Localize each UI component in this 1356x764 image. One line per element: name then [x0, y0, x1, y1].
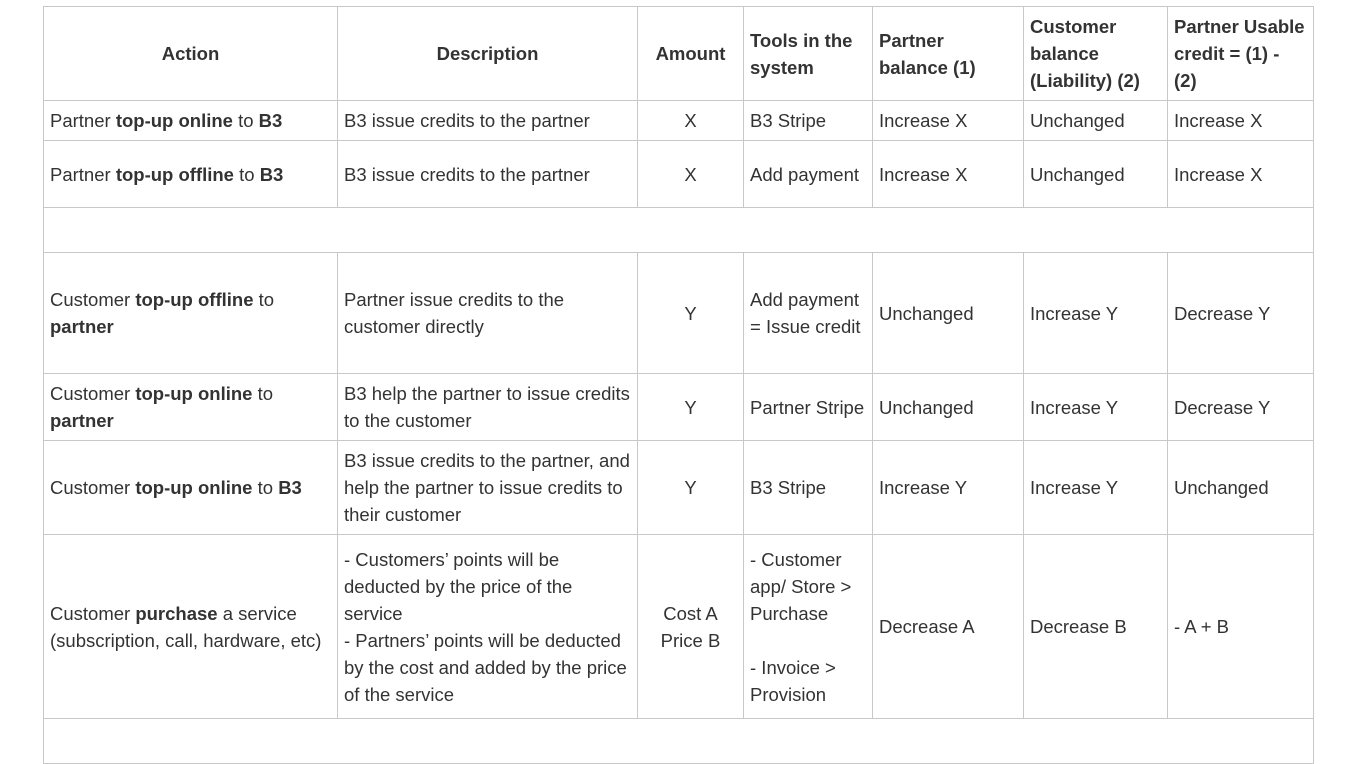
- header-action: Action: [44, 7, 338, 101]
- table-row: [44, 374, 1314, 441]
- customer-balance-cell: Unchanged: [1024, 141, 1168, 208]
- action-cell: Customer top-up online to partner: [44, 374, 338, 441]
- table-row: [44, 441, 1314, 535]
- header-description: Description: [338, 7, 638, 101]
- header-usable-credit: Partner Usable credit = (1) - (2): [1168, 7, 1314, 101]
- tools-cell: Partner Stripe: [744, 374, 873, 441]
- table-row: [44, 253, 1314, 374]
- description-cell: B3 help the partner to issue credits to the customer: [338, 374, 638, 441]
- amount-cell: X: [638, 101, 744, 141]
- header-row: [44, 7, 1314, 101]
- usable-credit-cell: Decrease Y: [1168, 253, 1314, 374]
- tools-cell: Add payment = Issue credit: [744, 253, 873, 374]
- spacer-row: [44, 719, 1314, 764]
- amount-cell: Y: [638, 441, 744, 535]
- empty-cell: [44, 208, 1314, 253]
- customer-balance-cell: Decrease B: [1024, 535, 1168, 719]
- partner-balance-cell: Increase Y: [873, 441, 1024, 535]
- amount-cell: X: [638, 141, 744, 208]
- description-cell: Partner issue credits to the customer directly: [338, 253, 638, 374]
- header-tools: Tools in the system: [744, 7, 873, 101]
- partner-balance-cell: Unchanged: [873, 253, 1024, 374]
- table-row: [44, 141, 1314, 208]
- amount-cell: Y: [638, 374, 744, 441]
- customer-balance-cell: Increase Y: [1024, 441, 1168, 535]
- usable-credit-cell: Increase X: [1168, 141, 1314, 208]
- description-cell: B3 issue credits to the partner, and help the partner to issue credits to their customer: [338, 441, 638, 535]
- customer-balance-cell: Unchanged: [1024, 101, 1168, 141]
- table-row: [44, 101, 1314, 141]
- action-cell: Partner top-up online to B3: [44, 101, 338, 141]
- header-partner-balance: Partner balance (1): [873, 7, 1024, 101]
- header-customer-balance: Customer balance (Liability) (2): [1024, 7, 1168, 101]
- tools-cell: - Customer app/ Store > Purchase - Invoice > Provision: [744, 535, 873, 719]
- partner-balance-cell: Decrease A: [873, 535, 1024, 719]
- usable-credit-cell: - A + B: [1168, 535, 1314, 719]
- amount-cell: Y: [638, 253, 744, 374]
- usable-credit-cell: Unchanged: [1168, 441, 1314, 535]
- action-cell: Partner top-up offline to B3: [44, 141, 338, 208]
- description-cell: - Customers’ points will be deducted by the price of the service - Partners’ points will be deducted by the cost and added by the price of the service: [338, 535, 638, 719]
- tools-cell: B3 Stripe: [744, 101, 873, 141]
- action-cell: Customer purchase a service (subscription, call, hardware, etc): [44, 535, 338, 719]
- credit-flow-table: [43, 6, 1314, 764]
- description-cell: B3 issue credits to the partner: [338, 141, 638, 208]
- usable-credit-cell: Decrease Y: [1168, 374, 1314, 441]
- table-row: [44, 535, 1314, 719]
- customer-balance-cell: Increase Y: [1024, 253, 1168, 374]
- tools-cell: Add payment: [744, 141, 873, 208]
- empty-cell: [44, 719, 1314, 764]
- partner-balance-cell: Unchanged: [873, 374, 1024, 441]
- header-amount: Amount: [638, 7, 744, 101]
- amount-cell: Cost A Price B: [638, 535, 744, 719]
- usable-credit-cell: Increase X: [1168, 101, 1314, 141]
- description-cell: B3 issue credits to the partner: [338, 101, 638, 141]
- partner-balance-cell: Increase X: [873, 141, 1024, 208]
- partner-balance-cell: Increase X: [873, 101, 1024, 141]
- tools-cell: B3 Stripe: [744, 441, 873, 535]
- spacer-row: [44, 208, 1314, 253]
- action-cell: Customer top-up online to B3: [44, 441, 338, 535]
- action-cell: Customer top-up offline to partner: [44, 253, 338, 374]
- customer-balance-cell: Increase Y: [1024, 374, 1168, 441]
